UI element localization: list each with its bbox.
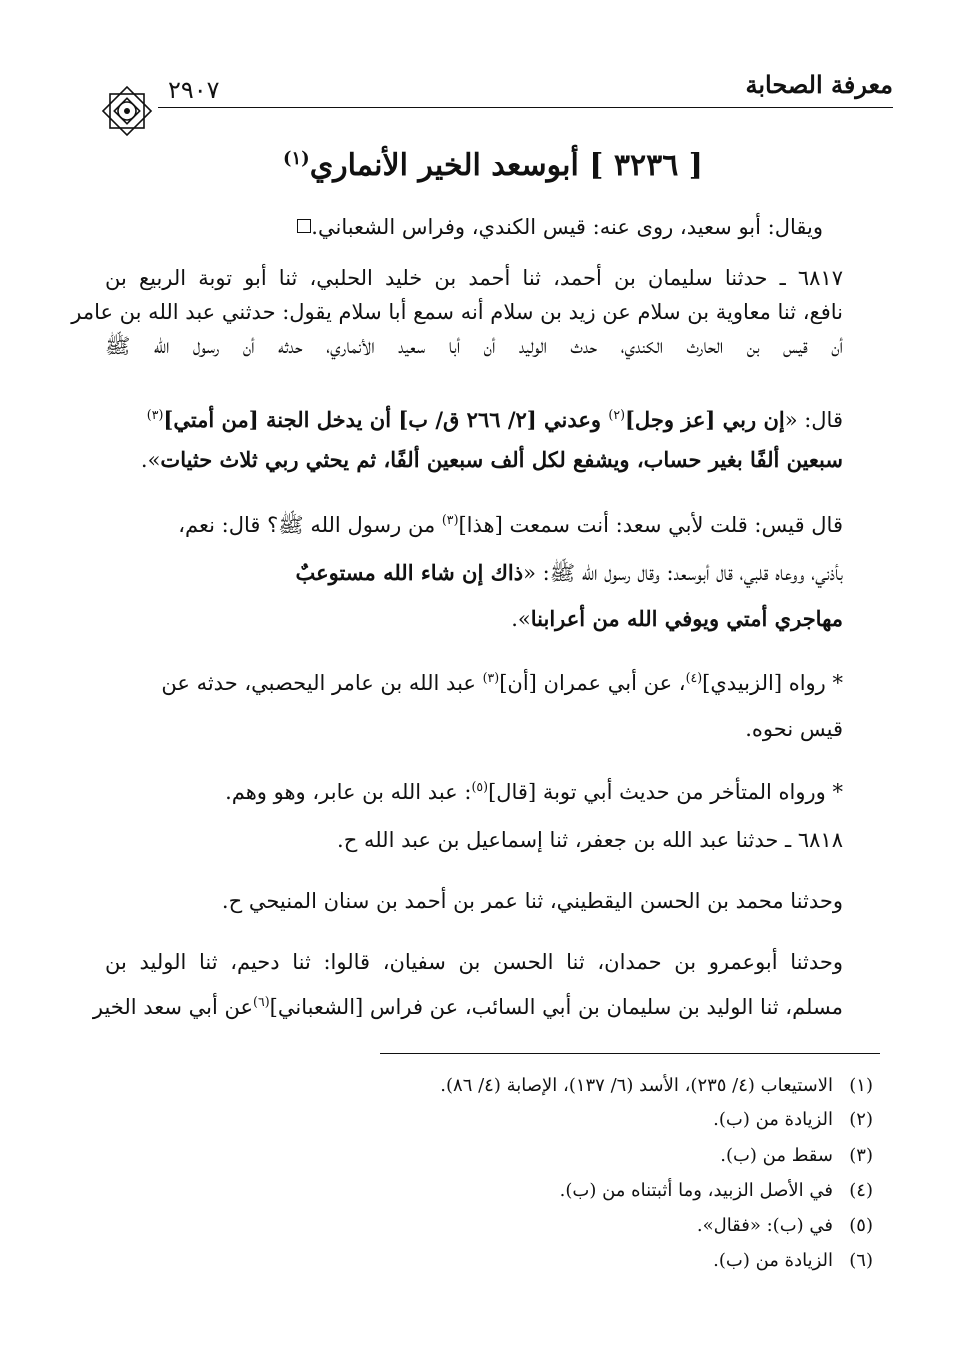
text-line (161, 668, 843, 698)
text-span: بأذني، ووعاه قلبي، قال أبوسعد: وقال رسول الله ﷺ: « (523, 561, 843, 585)
footnote-ref: (٣) (146, 407, 164, 422)
text-line (295, 558, 843, 588)
footnote-number: (١) (849, 1075, 873, 1096)
footnote (560, 1178, 873, 1204)
text-line (93, 992, 843, 1022)
footnote-text: سقط من (ب). (720, 1145, 833, 1166)
footnote-ref: (٥) (471, 779, 489, 794)
footnote (697, 1213, 873, 1239)
footnote-text: الاستيعاب (٤/ ٢٣٥)، الأسد (٦/ ١٣٧)، الإصابة (٤/ ٨٦). (440, 1075, 833, 1096)
text-span: قال: « (784, 408, 843, 432)
text-span: أن قيس بن الحارث الكندي، حدث الوليد أن أبا سعيد الأنماري، حدثه أن رسول الله ﷺ (105, 334, 843, 358)
intro-text: ويقال: أبو سعيد، روى عنه: قيس الكندي، وفراس الشعباني. (311, 215, 823, 239)
footnote (713, 1107, 873, 1133)
footnote (720, 1143, 873, 1169)
header-rule (158, 107, 893, 108)
text-span: نافع، ثنا معاوية بن سلام عن زيد بن سلام أنه سمع أبا سلام يقول: حدثني عبد الله بن عامر (71, 300, 843, 324)
hadith-text: مهاجري أمتي ويوفي الله من أعرابنا (530, 606, 843, 631)
footnote (713, 1248, 873, 1274)
text-span: * ورواه المتأخر من حديث أبي توبة [قال] (488, 780, 843, 804)
text-span: عبد الله بن عامر اليحصبي، حدثه عن (161, 671, 483, 695)
star-ornament-icon (96, 80, 158, 142)
text-line (71, 297, 843, 327)
page-number: ٢٩٠٧ (168, 76, 220, 104)
text-line (141, 445, 843, 475)
hadith-text: إن ربي [عز وجل] (625, 407, 785, 432)
text-span: وحدثنا محمد بن الحسن اليقطيني، ثنا عمر بن أحمد بن سنان المنيحي ح. (221, 889, 843, 913)
footnote-text: في الأصل الزبيد، وما أثبتناه من (ب). (559, 1180, 833, 1201)
footnote-ref: (٢) (608, 407, 625, 422)
footnote-number: (٣) (849, 1145, 873, 1166)
text-span: عن أبي سعد الخير (92, 995, 254, 1019)
footnote-rule (380, 1053, 880, 1054)
text-line (147, 405, 843, 435)
hadith-text: ذاك إن شاء الله مستوعبٌ (295, 560, 524, 585)
entry-title (283, 148, 703, 183)
text-line (337, 825, 843, 855)
square-bullet-icon (297, 219, 311, 233)
text-span: قيس نحوه. (745, 717, 843, 741)
footnote (440, 1073, 873, 1099)
footnote-text: الزيادة من (ب). (713, 1250, 833, 1271)
text-line (178, 510, 843, 540)
text-span: : عبد الله بن عابر، وهو وهم. (225, 780, 472, 804)
text-span: قال قيس: قلت لأبي سعد: أنت سمعت [هذا] (458, 513, 843, 537)
intro-line (289, 212, 823, 242)
footnote-text: في (ب): «فقال». (696, 1215, 833, 1236)
text-span: * رواه [الزبيدي] (702, 671, 843, 695)
text-line (105, 947, 843, 977)
text-line (745, 714, 843, 744)
footnote-ref: (٦) (253, 994, 270, 1009)
text-span: ٦٨١٨ ـ حدثنا عبد الله بن جعفر، ثنا إسماعيل بن عبد الله ح. (337, 828, 843, 852)
entry-title-text: [ ٣٢٣٦ ] أبوسعد الخير الأنماري (309, 148, 703, 183)
text-span: ». (511, 607, 531, 631)
footnote-number: (٢) (849, 1109, 873, 1130)
footnote-ref: (١) (282, 148, 310, 169)
text-span: وحدثنا أبوعمرو بن حمدان، ثنا الحسن بن سفيان، قالوا: ثنا دحيم، ثنا الوليد بن (105, 950, 843, 974)
text-span: من رسول الله ﷺ؟ قال: نعم، (178, 513, 442, 537)
footnote-number: (٥) (849, 1215, 873, 1236)
footnote-ref: (٣) (482, 670, 500, 685)
footnote-text: الزيادة من (ب). (713, 1109, 833, 1130)
text-line (105, 331, 843, 361)
text-line (222, 886, 843, 916)
text-span: ٦٨١٧ ـ حدثنا سليمان بن أحمد، ثنا أحمد بن خليد الحلبي، ثنا أبو توبة الربيع بن (105, 266, 843, 290)
text-line (225, 777, 843, 807)
footnote-ref: (٣) (441, 512, 459, 527)
text-span: ». (140, 448, 161, 472)
text-line (105, 263, 843, 293)
text-line (511, 604, 843, 634)
footnote-number: (٤) (849, 1180, 873, 1201)
footnote-ref: (٤) (685, 670, 703, 685)
hadith-text: سبعين ألفًا بغير حساب، ويشفع لكل ألف سبعين ألفًا، ثم يحثي ربي ثلاث حثيات (160, 447, 843, 472)
running-header-title: معرفة الصحابة (745, 70, 893, 99)
hadith-text: وعدني [٢/ ٢٦٦ ق/ ب] أن يدخل الجنة [من أمتي] (163, 407, 609, 432)
footnote-number: (٦) (849, 1250, 873, 1271)
text-span: ، عن أبي عمران [أن] (499, 671, 686, 695)
text-span: مسلم، ثنا الوليد بن سليمان بن أبي السائب، عن فراس [الشعباني] (269, 995, 843, 1019)
